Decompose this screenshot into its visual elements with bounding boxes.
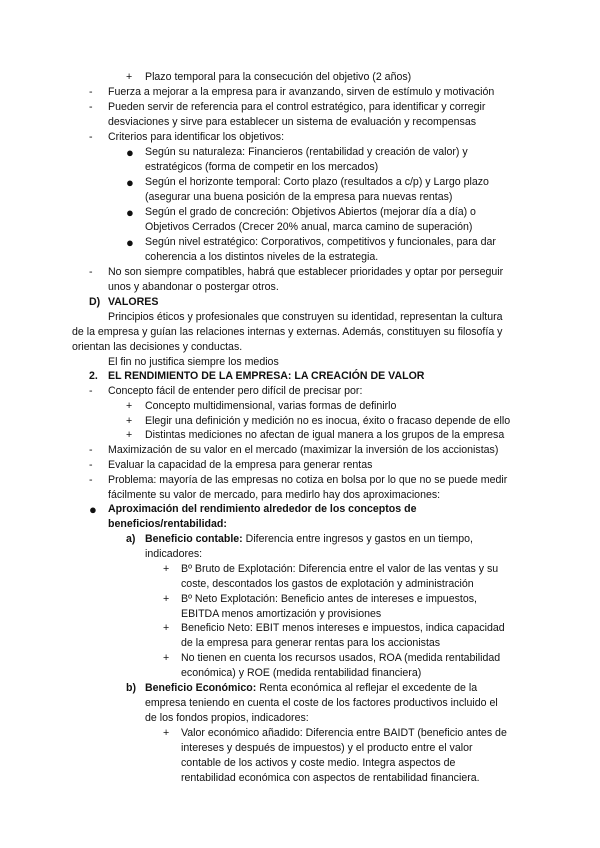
round-bullet: ● — [89, 502, 97, 517]
plus-bullet: + — [126, 429, 133, 441]
economic-value-added-text: intereses y después de impuestos) y el producto entre el valor — [181, 742, 473, 754]
objective-motivation-text: Fuerza a mejorar a la empresa para ir avanzando, sirven de estímulo y motivación — [108, 86, 495, 98]
section-d-title: VALORES — [108, 296, 159, 308]
criteria-nature-text: estratégicos (forma de competir en los mercados) — [145, 161, 379, 173]
plus-bullet: + — [163, 622, 170, 634]
values-note: El fin no justifica siempre los medios — [108, 356, 279, 368]
net-profit-text: Beneficio Neto: EBIT menos intereses e impuestos, indica capacidad — [181, 622, 505, 634]
values-paragraph: Principios éticos y profesionales que construyen su identidad, representan la cultura — [108, 311, 503, 323]
dash-bullet: - — [89, 101, 93, 113]
performance-choose-text: Elegir una definición y medición no es inocua, éxito o fracaso depende de ello — [145, 415, 511, 427]
plus-bullet: + — [163, 563, 170, 575]
economic-profit-text — [145, 681, 477, 696]
plus-bullet: + — [126, 71, 133, 83]
plus-bullet: + — [126, 415, 133, 427]
net-profit-text: de la empresa para generar rentas para los accionistas — [181, 637, 441, 649]
item-b-label: b) — [126, 682, 136, 694]
performance-problem-text: fácilmente su valor de mercado, para medirlo hay dos aproximaciones: — [108, 489, 441, 501]
dash-bullet: - — [89, 444, 93, 456]
accounting-profit-text — [145, 532, 473, 547]
accounting-profit-title: Beneficio contable: — [145, 533, 243, 545]
gross-operating-text: Bº Bruto de Explotación: Diferencia entre el valor de las ventas y su — [181, 563, 499, 575]
approach-heading: Aproximación del rendimiento alrededor de los conceptos de — [108, 503, 417, 515]
performance-evaluate-text: Evaluar la capacidad de la empresa para generar rentas — [108, 459, 373, 471]
economic-value-added-text: Valor económico añadido: Diferencia entre BAIDT (beneficio antes de — [181, 727, 507, 739]
performance-measures-text: Distintas mediciones no afectan de igual manera a los grupos de la empresa — [145, 429, 505, 441]
dash-bullet: - — [89, 459, 93, 471]
objective-term-text: Plazo temporal para la consecución del objetivo (2 años) — [145, 71, 412, 83]
gross-operating-text: coste, descontados los gastos de explotación y administración — [181, 578, 474, 590]
performance-multi-text: Concepto multidimensional, varias formas de definirlo — [145, 400, 397, 412]
objective-compatibility-text: unos y abandonar o postergar otros. — [108, 281, 279, 293]
net-operating-text: EBITDA menos amortización y provisiones — [181, 608, 382, 620]
economic-profit-text: empresa teniendo en cuenta el coste de los factores productivos incluido el — [145, 697, 498, 709]
criteria-nature-text: Según su naturaleza: Financieros (rentabilidad y creación de valor) y — [145, 146, 468, 158]
performance-problem-text: Problema: mayoría de las empresas no cotiza en bolsa por lo que no se puede medir — [108, 474, 508, 486]
economic-profit-text: de los fondos propios, indicadores: — [145, 712, 309, 724]
economic-value-added-text: contable de los activos y coste medio. Integra aspectos de — [181, 757, 456, 769]
objective-compatibility-text: No son siempre compatibles, habrá que establecer prioridades y optar por perseguir — [108, 266, 504, 278]
accounting-profit-text: indicadores: — [145, 548, 203, 560]
approach-heading: beneficios/rentabilidad: — [108, 518, 227, 530]
round-bullet: ● — [126, 175, 134, 190]
criteria-strategic-text: Según nivel estratégico: Corporativos, competitivos y funcionales, para dar — [145, 236, 496, 248]
section-d-number: D) — [89, 296, 101, 308]
objective-reference-text: Pueden servir de referencia para el control estratégico, para identificar y corregir — [108, 101, 486, 113]
resources-note-text: No tienen en cuenta los recursos usados, ROA (medida rentabilidad — [181, 652, 501, 664]
plus-bullet: + — [126, 400, 133, 412]
section-2-title: EL RENDIMIENTO DE LA EMPRESA: LA CREACIÓN DE VALOR — [108, 370, 425, 382]
dash-bullet: - — [89, 131, 93, 143]
performance-maximize-text: Maximización de su valor en el mercado (maximizar la inversión de los accionistas) — [108, 444, 499, 456]
criteria-horizon-text: (asegurar una buena posición de la empresa para nuevas rentas) — [145, 191, 453, 203]
values-paragraph: de la empresa y guían las relaciones internas y externas. Además, constituyen su filosofía y — [72, 326, 503, 338]
objective-reference-text: desviaciones y sirve para establecer un sistema de evaluación y recompensas — [108, 116, 477, 128]
net-operating-text: Bº Neto Explotación: Beneficio antes de intereses e impuestos, — [181, 593, 477, 605]
plus-bullet: + — [163, 652, 170, 664]
criteria-concretion-text: Según el grado de concreción: Objetivos Abiertos (mejorar día a día) o — [145, 206, 476, 218]
economic-profit-desc: Renta económica al reflejar el excedente de la — [256, 682, 478, 694]
accounting-profit-desc: Diferencia entre ingresos y gastos en un tiempo, — [242, 533, 473, 545]
round-bullet: ● — [126, 205, 134, 220]
objective-criteria-heading: Criterios para identificar los objetivos: — [108, 131, 285, 143]
dash-bullet: - — [89, 266, 93, 278]
resources-note-text: económica) y ROE (medida rentabilidad financiera) — [181, 667, 422, 679]
round-bullet: ● — [126, 145, 134, 160]
performance-concept-text: Concepto fácil de entender pero difícil de precisar por: — [108, 385, 363, 397]
plus-bullet: + — [163, 593, 170, 605]
criteria-concretion-text: Objetivos Cerrados (Crecer 20% anual, marca camino de superación) — [145, 221, 473, 233]
criteria-horizon-text: Según el horizonte temporal: Corto plazo (resultados a c/p) y Largo plazo — [145, 176, 489, 188]
criteria-strategic-text: coherencia a los distintos niveles de la estrategia. — [145, 251, 379, 263]
values-paragraph: orientan las decisiones y conductas. — [72, 341, 243, 353]
economic-profit-title: Beneficio Económico: — [145, 682, 257, 694]
round-bullet: ● — [126, 235, 134, 250]
section-2-number: 2. — [89, 370, 98, 382]
plus-bullet: + — [163, 727, 170, 739]
dash-bullet: - — [89, 385, 93, 397]
economic-value-added-text: rentabilidad económica con aspectos de rentabilidad financiera. — [181, 772, 480, 784]
dash-bullet: - — [89, 474, 93, 486]
dash-bullet: - — [89, 86, 93, 98]
item-a-label: a) — [126, 533, 136, 545]
